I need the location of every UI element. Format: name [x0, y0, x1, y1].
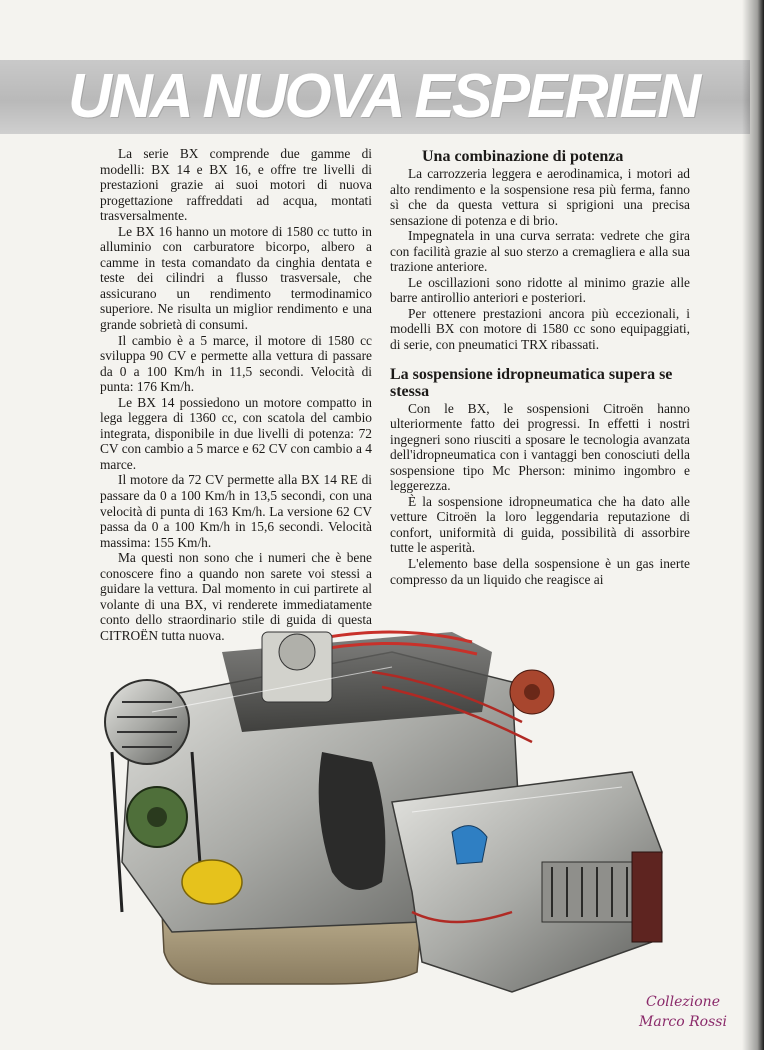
collection-watermark — [618, 992, 748, 1032]
page-edge-shadow — [742, 0, 764, 1050]
paragraph: Per ottenere prestazioni ancora più eccezionali, i modelli BX con motore di 1580 cc sono equipaggiati, di serie, con pneumatici TRX ribassati. — [390, 305, 690, 353]
watermark-line: Marco Rossi — [639, 1014, 727, 1030]
section-heading-power: Una combinazione di potenza — [422, 148, 624, 165]
title-banner — [0, 60, 750, 134]
paragraph: La serie BX comprende due gamme di modelli: BX 14 e BX 16, e offre tre livelli di prestazioni grazie ai suoi motori di nuova progettazione raffreddati ad acqua, montati trasversalmente. — [100, 146, 372, 224]
paragraph: È la sospensione idropneumatica che ha dato alle vetture Citroën la loro leggendaria reputazione di confort, uniformità di guida, possibilità di assorbire tutte le asperità. — [390, 493, 690, 556]
paragraph: L'elemento base della sospensione è un gas inerte compresso da un liquido che reagisce ai — [390, 556, 690, 587]
right-column — [390, 146, 690, 587]
paragraph: Le BX 14 possiedono un motore compatto in lega leggera di 1360 cc, con scatola del cambio integrata, disponibile in due livelli di potenza: 72 CV con cambio a 5 marce e 62 CV con cambio a 4 marce. — [100, 394, 372, 472]
paragraph: Il cambio è a 5 marce, il motore di 1580 cc sviluppa 90 CV e permette alla vettura di passare da 0 a 100 Km/h in 11,5 secondi. Velocità di punta: 176 Km/h. — [100, 332, 372, 395]
paragraph: Le oscillazioni sono ridotte al minimo grazie alle barre antirollio anteriori e posteriori. — [390, 274, 690, 306]
paragraph: Con le BX, le sospensioni Citroën hanno ulteriormente fatto dei progressi. In effetti i nostri ingegneri sono riusciti a sposare le tecnologia avanzata dell'idropneumatica con i vantaggi ben conosciuti della sospensione tipo Mc Pherson: minimo ingombro e leggerezza. — [390, 400, 690, 494]
engine-cutaway-illustration — [92, 612, 712, 1022]
page-title: UNA NUOVA ESPERIEN — [68, 62, 699, 131]
paragraph: Il motore da 72 CV permette alla BX 14 RE di passare da 0 a 100 Km/h in 13,5 secondi, con una velocità di punta di 163 Km/h. La versione 62 CV passa da 0 a 100 Km/h in 15,6 secondi. Velocità massima: 155 Km/h. — [100, 472, 372, 550]
watermark-line: Collezione — [646, 994, 720, 1010]
paragraph: La carrozzeria leggera e aerodinamica, i motori ad alto rendimento e la sospensione resa più ferma, fanno sì che da questa vettura si sprigioni una precisa sensazione di potenza e di brio. — [390, 166, 690, 228]
section-heading-suspension: La sospensione idropneumatica supera se stessa — [390, 365, 673, 400]
paragraph: Le BX 16 hanno un motore di 1580 cc tutto in alluminio con carburatore bicorpo, albero a camme in testa comandato da cinghia dentata e teste dei cilindri a flusso trasversale, che assicurano un rendimento termodinamico superiore. Ne risulta un miglior rendimento e una grande sobrietà di consumi. — [100, 223, 372, 333]
paragraph: Ma questi non sono che i numeri che è bene conoscere fino a quando non sarete voi stessi a guidare la vettura. Dal momento in cui partirete al volante di una BX, vi renderete immediatamente conto dello straordinario stile di guida di questa CITROËN tutta nuova. — [100, 550, 372, 643]
left-column — [100, 146, 372, 644]
paragraph: Impegnatela in una curva serrata: vedrete che gira con facilità grazie al suo sterzo a cremagliera e alla sua trazione anteriore. — [390, 228, 690, 275]
